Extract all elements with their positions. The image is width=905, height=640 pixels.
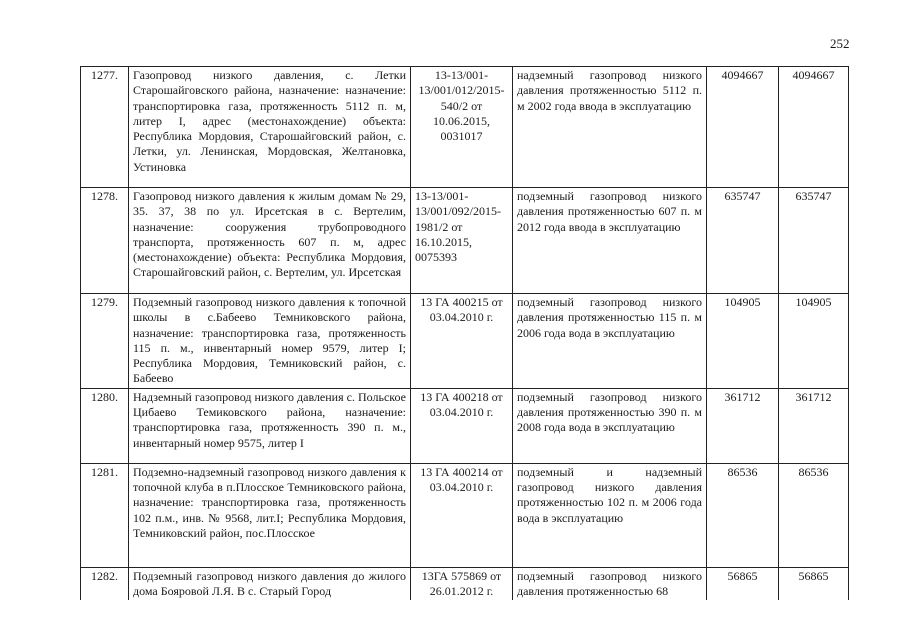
row-number: 1281. — [81, 463, 129, 567]
residual-value: 635747 — [779, 188, 849, 294]
book-value: 635747 — [707, 188, 779, 294]
table-row — [81, 294, 849, 389]
object-characteristics: подземный газопровод низкого давления протяженностью 607 п. м 2012 года ввода в эксплуатацию — [513, 188, 707, 294]
table-row — [81, 67, 849, 188]
page-number: 252 — [830, 36, 850, 51]
table-row — [81, 463, 849, 567]
object-description: Подземно-надземный газопровод низкого давления к топочной клуба в п.Плосское Темниковского района, назначение: транспортировка газа, протяженность 102 п.м., инв. № 9568, лит.I; Республика Мордовия, Темниковский район, пос.Плосское — [129, 463, 411, 567]
residual-value: 86536 — [779, 463, 849, 567]
object-description: Газопровод низкого давления, с. Летки Старошайговского района, назначение: назначение: транспортировка газа, протяженность 5112 п. м, литер I, адрес (местонахождение) объекта: Республика Мордовия, Старошайговский район, с. Летки, ул. Ленинская, Мордовская, Желтановка, Устиновка — [129, 67, 411, 188]
object-characteristics: подземный газопровод низкого давления протяженностью 68 — [513, 567, 707, 600]
object-description: Подземный газопровод низкого давления к топочной школы в с.Бабеево Темниковского района, назначение: транспортировка газа, протяженность 115 п. м., инвентарный номер 9579, литер I; Республика Мордовия, Темниковский район, с. Бабеево — [129, 294, 411, 389]
book-value: 104905 — [707, 294, 779, 389]
book-value: 86536 — [707, 463, 779, 567]
object-characteristics: подземный и надземный газопровод низкого давления протяженностью 102 п. м 2006 года вода в эксплуатацию — [513, 463, 707, 567]
book-value: 4094667 — [707, 67, 779, 188]
book-value: 361712 — [707, 388, 779, 463]
registration-record: 13 ГА 400218 от 03.04.2010 г. — [411, 388, 513, 463]
book-value: 56865 — [707, 567, 779, 600]
row-number: 1280. — [81, 388, 129, 463]
object-characteristics: надземный газопровод низкого давления протяженностью 5112 п. м 2002 года ввода в эксплуатацию — [513, 67, 707, 188]
row-number: 1277. — [81, 67, 129, 188]
property-registry-table — [80, 66, 849, 600]
registration-record: 13-13/001-13/001/092/2015-1981/2 от 16.10.2015, 0075393 — [411, 188, 513, 294]
object-description: Подземный газопровод низкого давления до жилого дома Бояровой Л.Я. В с. Старый Город — [129, 567, 411, 600]
row-number: 1278. — [81, 188, 129, 294]
residual-value: 104905 — [779, 294, 849, 389]
registration-record: 13 ГА 400215 от 03.04.2010 г. — [411, 294, 513, 389]
registration-record: 13-13/001-13/001/012/2015-540/2 от 10.06.2015, 0031017 — [411, 67, 513, 188]
table-row — [81, 567, 849, 600]
object-description: Газопровод низкого давления к жилым домам № 29, 35. 37, 38 по ул. Ирсетская в с. Вертелим, назначение: сооружения трубопроводного транспорта, протяженность 607 п. м, адрес (местонахождение) объекта: Республика Мордовия, Старошайговский район, с. Вертелим, ул. Ирсетская — [129, 188, 411, 294]
object-characteristics: подземный газопровод низкого давления протяженностью 390 п. м 2008 года вода в эксплуатацию — [513, 388, 707, 463]
row-number: 1282. — [81, 567, 129, 600]
object-characteristics: подземный газопровод низкого давления протяженностью 115 п. м 2006 года вода в эксплуатацию — [513, 294, 707, 389]
table-row — [81, 388, 849, 463]
row-number: 1279. — [81, 294, 129, 389]
registration-record: 13ГА 575869 от 26.01.2012 г. — [411, 567, 513, 600]
registration-record: 13 ГА 400214 от 03.04.2010 г. — [411, 463, 513, 567]
residual-value: 361712 — [779, 388, 849, 463]
object-description: Надземный газопровод низкого давления с. Польское Цибаево Темиковского района, назначение: транспортировка газа, протяженность 390 п. м., инвентарный номер 9575, литер I — [129, 388, 411, 463]
residual-value: 4094667 — [779, 67, 849, 188]
table-row — [81, 188, 849, 294]
residual-value: 56865 — [779, 567, 849, 600]
